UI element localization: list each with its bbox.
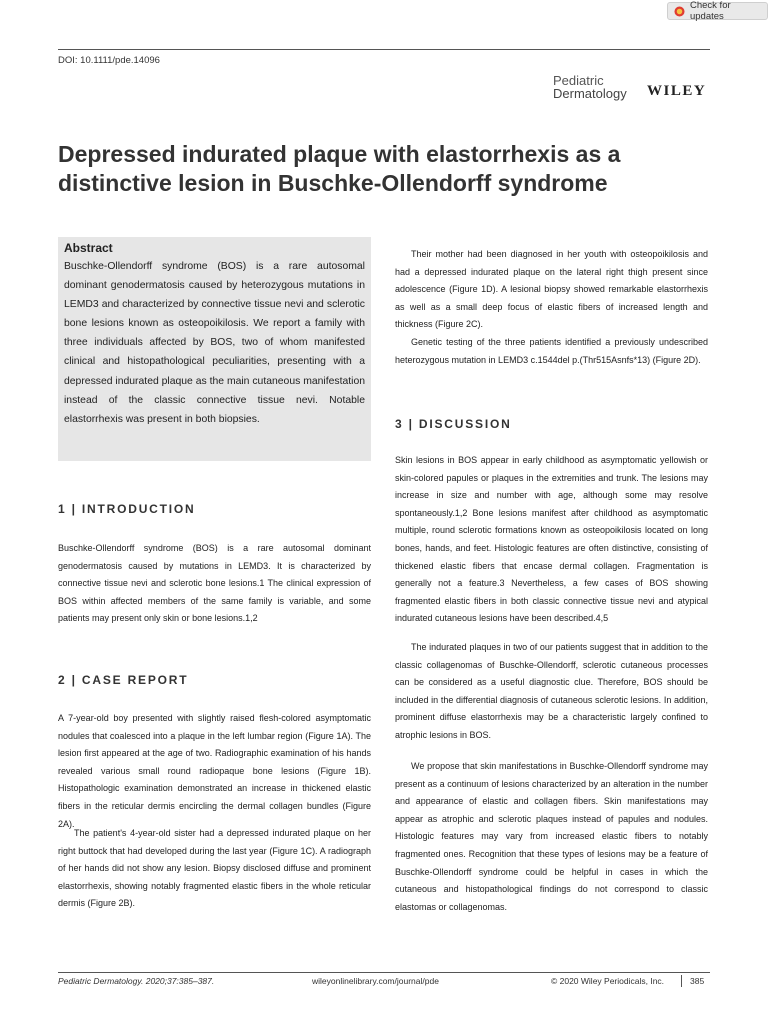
footer-journal-url[interactable]: wileyonlinelibrary.com/journal/pde [312, 976, 439, 986]
publisher-logo: WILEY [647, 83, 707, 99]
footer-citation: Pediatric Dermatology. 2020;37:385–387. [58, 976, 215, 986]
check-for-updates-button[interactable] [667, 2, 768, 20]
discussion-paragraph-1: Skin lesions in BOS appear in early childhood as asymptomatic yellowish or skin-colored papules or plaques in the extremities and trunk. The lesions may increase in size and number with age, although some may resolve spontaneously.1,2 Bone lesions manifest after childhood as asymptomatic multiple, round sclerotic formations known as osteopoikilosis located on long bones, hands, and feet. Histologic features are often distinctive, consisting of thickened elastic fibers that encase dermal collagen. Fragmentation is generally not a feature.3 Nevertheless, a few cases of BOS showing fragmented elastic fibers in both classic connective tissue nevi and atypical indurated cutaneous lesions have been described.4,5 [395, 455, 708, 624]
intro-paragraph-1: Buschke-Ollendorff syndrome (BOS) is a rare autosomal dominant genodermatosis caused by mutations in LEMD3. It is characterized by connective tissue nevi and sclerotic bone lesions.1 The clinical expression of BOS within affected members of the same family is variable, and some patients may present only skin or bone lesions.1,2 [58, 543, 371, 624]
journal-name [553, 74, 627, 100]
case-paragraph-2: The patient's 4-year-old sister had a depressed indurated plaque on her right buttock that had developed during the last year (Figure 1C). A radiograph of her hands did not show any lesion. Biopsy disclosed diffuse and prominent elastorrhexis, showing notably fragmented elastic fibers in the whole reticular dermis (Figure 2B). [58, 828, 371, 909]
discussion-paragraph-3: We propose that skin manifestations in Buschke-Ollendorff syndrome may present as a continuum of lesions characterized by an alteration in the number and appearance of elastic and collagen fibers. Skin manifestations may appear as atrophic and sclerotic plaques instead of papules and nodules. Histologic features may vary from increased elastic fibers to notably fragmented ones. Recognition that these types of lesions may be a feature of Buschke-Ollendorff syndrome could be helpful in cases in which the cutaneous and histopathological findings do not correspond to classic elastomas or collagenomas. [395, 761, 708, 912]
abstract-text: Buschke-Ollendorff syndrome (BOS) is a rare autosomal dominant genodermatosis caused by heterozygous mutations in LEMD3 and characterized by connective tissue nevi and sclerotic bone lesions known as osteopoikilosis. We report a family with three individuals affected by BOS, two of whom manifested clinical and histopathological peculiarities, presenting with a depressed indurated plaque as the main cutaneous manifestation instead of the classic connective tissue nevi. Notable elastorrhexis was present in both biopsies. [64, 261, 365, 425]
discussion-paragraph-2: The indurated plaques in two of our patients suggest that in addition to the classic collagenomas of Buschke-Ollendorff, sclerotic cutaneous processes can be considered as a useful diagnostic clue. Therefore, BOS should be included in the differential diagnosis of cutaneous sclerotic lesions. In addition, prominent diffuse elastorrhexis may be a characteristic largely confined to atrophic lesions in BOS. [395, 642, 708, 740]
check-updates-icon [674, 6, 685, 17]
journal-name-line1: Pediatric [553, 73, 604, 88]
abstract-heading: Abstract [64, 241, 113, 255]
check-updates-label: Check for updates [689, 0, 731, 22]
doi-link[interactable]: DOI: 10.1111/pde.14096 [58, 55, 160, 66]
journal-name-line2: Dermatology [553, 86, 627, 101]
article-title: Depressed indurated plaque with elastorrhexis as a distinctive lesion in Buschke-Ollendorff syndrome [58, 141, 621, 196]
case-report-heading: 2 | CASE REPORT [58, 673, 189, 687]
footer-copyright: © 2020 Wiley Periodicals, Inc. [551, 976, 665, 986]
abstract-box [58, 237, 371, 461]
intro-heading: 1 | INTRODUCTION [58, 502, 196, 516]
footer-separator [681, 975, 682, 987]
page-number: 385 [690, 976, 705, 986]
case-paragraph-4: Genetic testing of the three patients identified a previously undescribed heterozygous mutation in LEMD3 c.1544del p.(Thr515Asnfs*13) (Figure 2D). [395, 337, 708, 365]
discussion-heading: 3 | DISCUSSION [395, 417, 512, 431]
case-paragraph-3: Their mother had been diagnosed in her youth with osteopoikilosis and had a depressed indurated plaque on the lateral right thigh present since adolescence (Figure 1D). A lesional biopsy showed remarkable elastorrhexis as well as a small deep focus of elastic fibers of increased length and thickness (Figure 2C). [395, 249, 708, 330]
footer-rule [58, 972, 710, 973]
header-rule [58, 49, 710, 50]
case-paragraph-1: A 7-year-old boy presented with slightly raised flesh-colored asymptomatic nodules that coalesced into a plaque in the left lumbar region (Figure 1A). The lesion first appeared at the age of two. Radiographic examination of his hands revealed various small round radiopaque bone lesions (Figure 1B). Histopathologic examination demonstrated an increase in thickened elastic fibers in the reticular dermis encircling the dermal collagen bundles (Figure 2A). [58, 713, 371, 829]
